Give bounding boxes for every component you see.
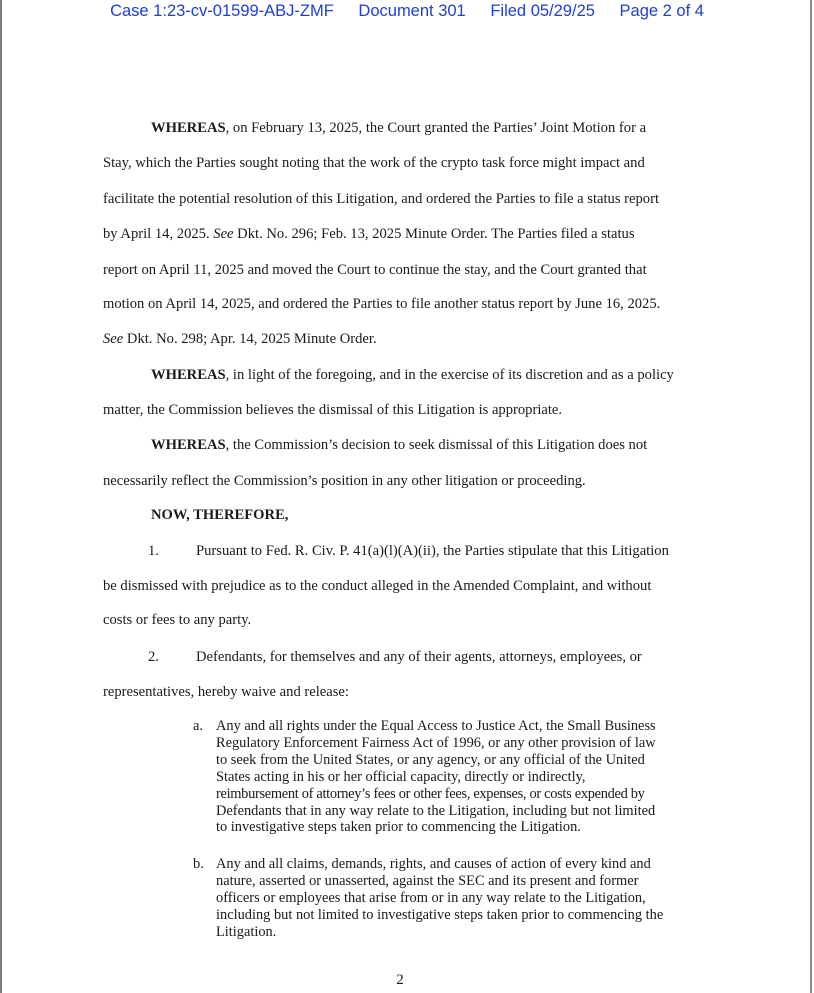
whereas1-line5: report on April 11, 2025 and moved the Court to continue the stay, and the Court granted that	[103, 262, 647, 278]
filed-date: Filed 05/29/25	[490, 2, 595, 20]
list-item-b-label: b.	[193, 856, 204, 872]
ecf-header	[0, 2, 814, 21]
whereas1-line4: by April 14, 2025. See Dkt. No. 296; Feb. 13, 2025 Minute Order. The Parties filed a status	[103, 226, 635, 242]
page-number: 2	[396, 972, 404, 988]
page-edge-left	[0, 0, 2, 993]
para1-line3: costs or fees to any party.	[103, 612, 252, 628]
whereas3-line2: necessarily reflect the Commission’s position in any other litigation or proceeding.	[103, 473, 586, 489]
list-item-a-line: Defendants that in any way relate to the Litigation, including but not limited	[216, 802, 656, 819]
para1-line1: Pursuant to Fed. R. Civ. P. 41(a)(l)(A)(ii), the Parties stipulate that this Litigation	[196, 543, 669, 559]
list-item-a-line: reimbursement of attorney’s fees or other fees, expenses, or costs expended by	[216, 785, 645, 802]
list-item-a-line: States acting in his or her official capacity, directly or indirectly,	[216, 768, 586, 785]
whereas1-line6: motion on April 14, 2025, and ordered the Parties to file another status report by June 16, 2025.	[103, 296, 661, 312]
para2-line1: Defendants, for themselves and any of their agents, attorneys, employees, or	[196, 649, 642, 665]
whereas1-line7: See Dkt. No. 298; Apr. 14, 2025 Minute Order.	[103, 331, 377, 347]
list-item-b-line: including but not limited to investigative steps taken prior to commencing the	[216, 906, 664, 923]
list-item-b-text	[216, 856, 706, 941]
page-edge-right	[810, 0, 812, 993]
whereas3-line1: WHEREAS, the Commission’s decision to seek dismissal of this Litigation does not	[151, 437, 648, 453]
now-therefore-heading: NOW, THEREFORE,	[151, 507, 289, 523]
list-item-a-text	[216, 718, 706, 836]
case-number: Case 1:23-cv-01599-ABJ-ZMF	[110, 2, 334, 20]
para2-line2: representatives, hereby waive and release:	[103, 684, 349, 700]
list-item-b-line: Litigation.	[216, 923, 277, 940]
document-number: Document 301	[358, 2, 466, 20]
list-item-b-line: Any and all claims, demands, rights, and causes of action of every kind and	[216, 856, 651, 872]
para2-number: 2.	[148, 649, 159, 665]
list-item-b-line: nature, asserted or unasserted, against the SEC and its present and former	[216, 872, 639, 889]
list-item-a-line: Regulatory Enforcement Fairness Act of 1996, or any other provision of law	[216, 734, 656, 751]
list-item-a-label: a.	[193, 718, 203, 734]
list-item-a-line: to investigative steps taken prior to commencing the Litigation.	[216, 819, 581, 836]
whereas2-line2: matter, the Commission believes the dismissal of this Litigation is appropriate.	[103, 402, 563, 418]
whereas1-line3: facilitate the potential resolution of this Litigation, and ordered the Parties to file a status report	[103, 191, 660, 207]
whereas1-line1: WHEREAS, on February 13, 2025, the Court granted the Parties’ Joint Motion for a	[151, 120, 647, 136]
whereas2-line1: WHEREAS, in light of the foregoing, and in the exercise of its discretion and as a policy	[151, 367, 674, 383]
list-item-a-line: Any and all rights under the Equal Access to Justice Act, the Small Business	[216, 718, 656, 734]
whereas1-line2: Stay, which the Parties sought noting that the work of the crypto task force might impact and	[103, 155, 645, 171]
page-indicator: Page 2 of 4	[619, 2, 704, 20]
para1-number: 1.	[148, 543, 159, 559]
para1-line2: be dismissed with prejudice as to the conduct alleged in the Amended Complaint, and without	[103, 578, 652, 594]
list-item-b-line: officers or employees that arise from or in any way relate to the Litigation,	[216, 889, 646, 906]
list-item-a-line: to seek from the United States, or any agency, or any official of the United	[216, 751, 645, 768]
